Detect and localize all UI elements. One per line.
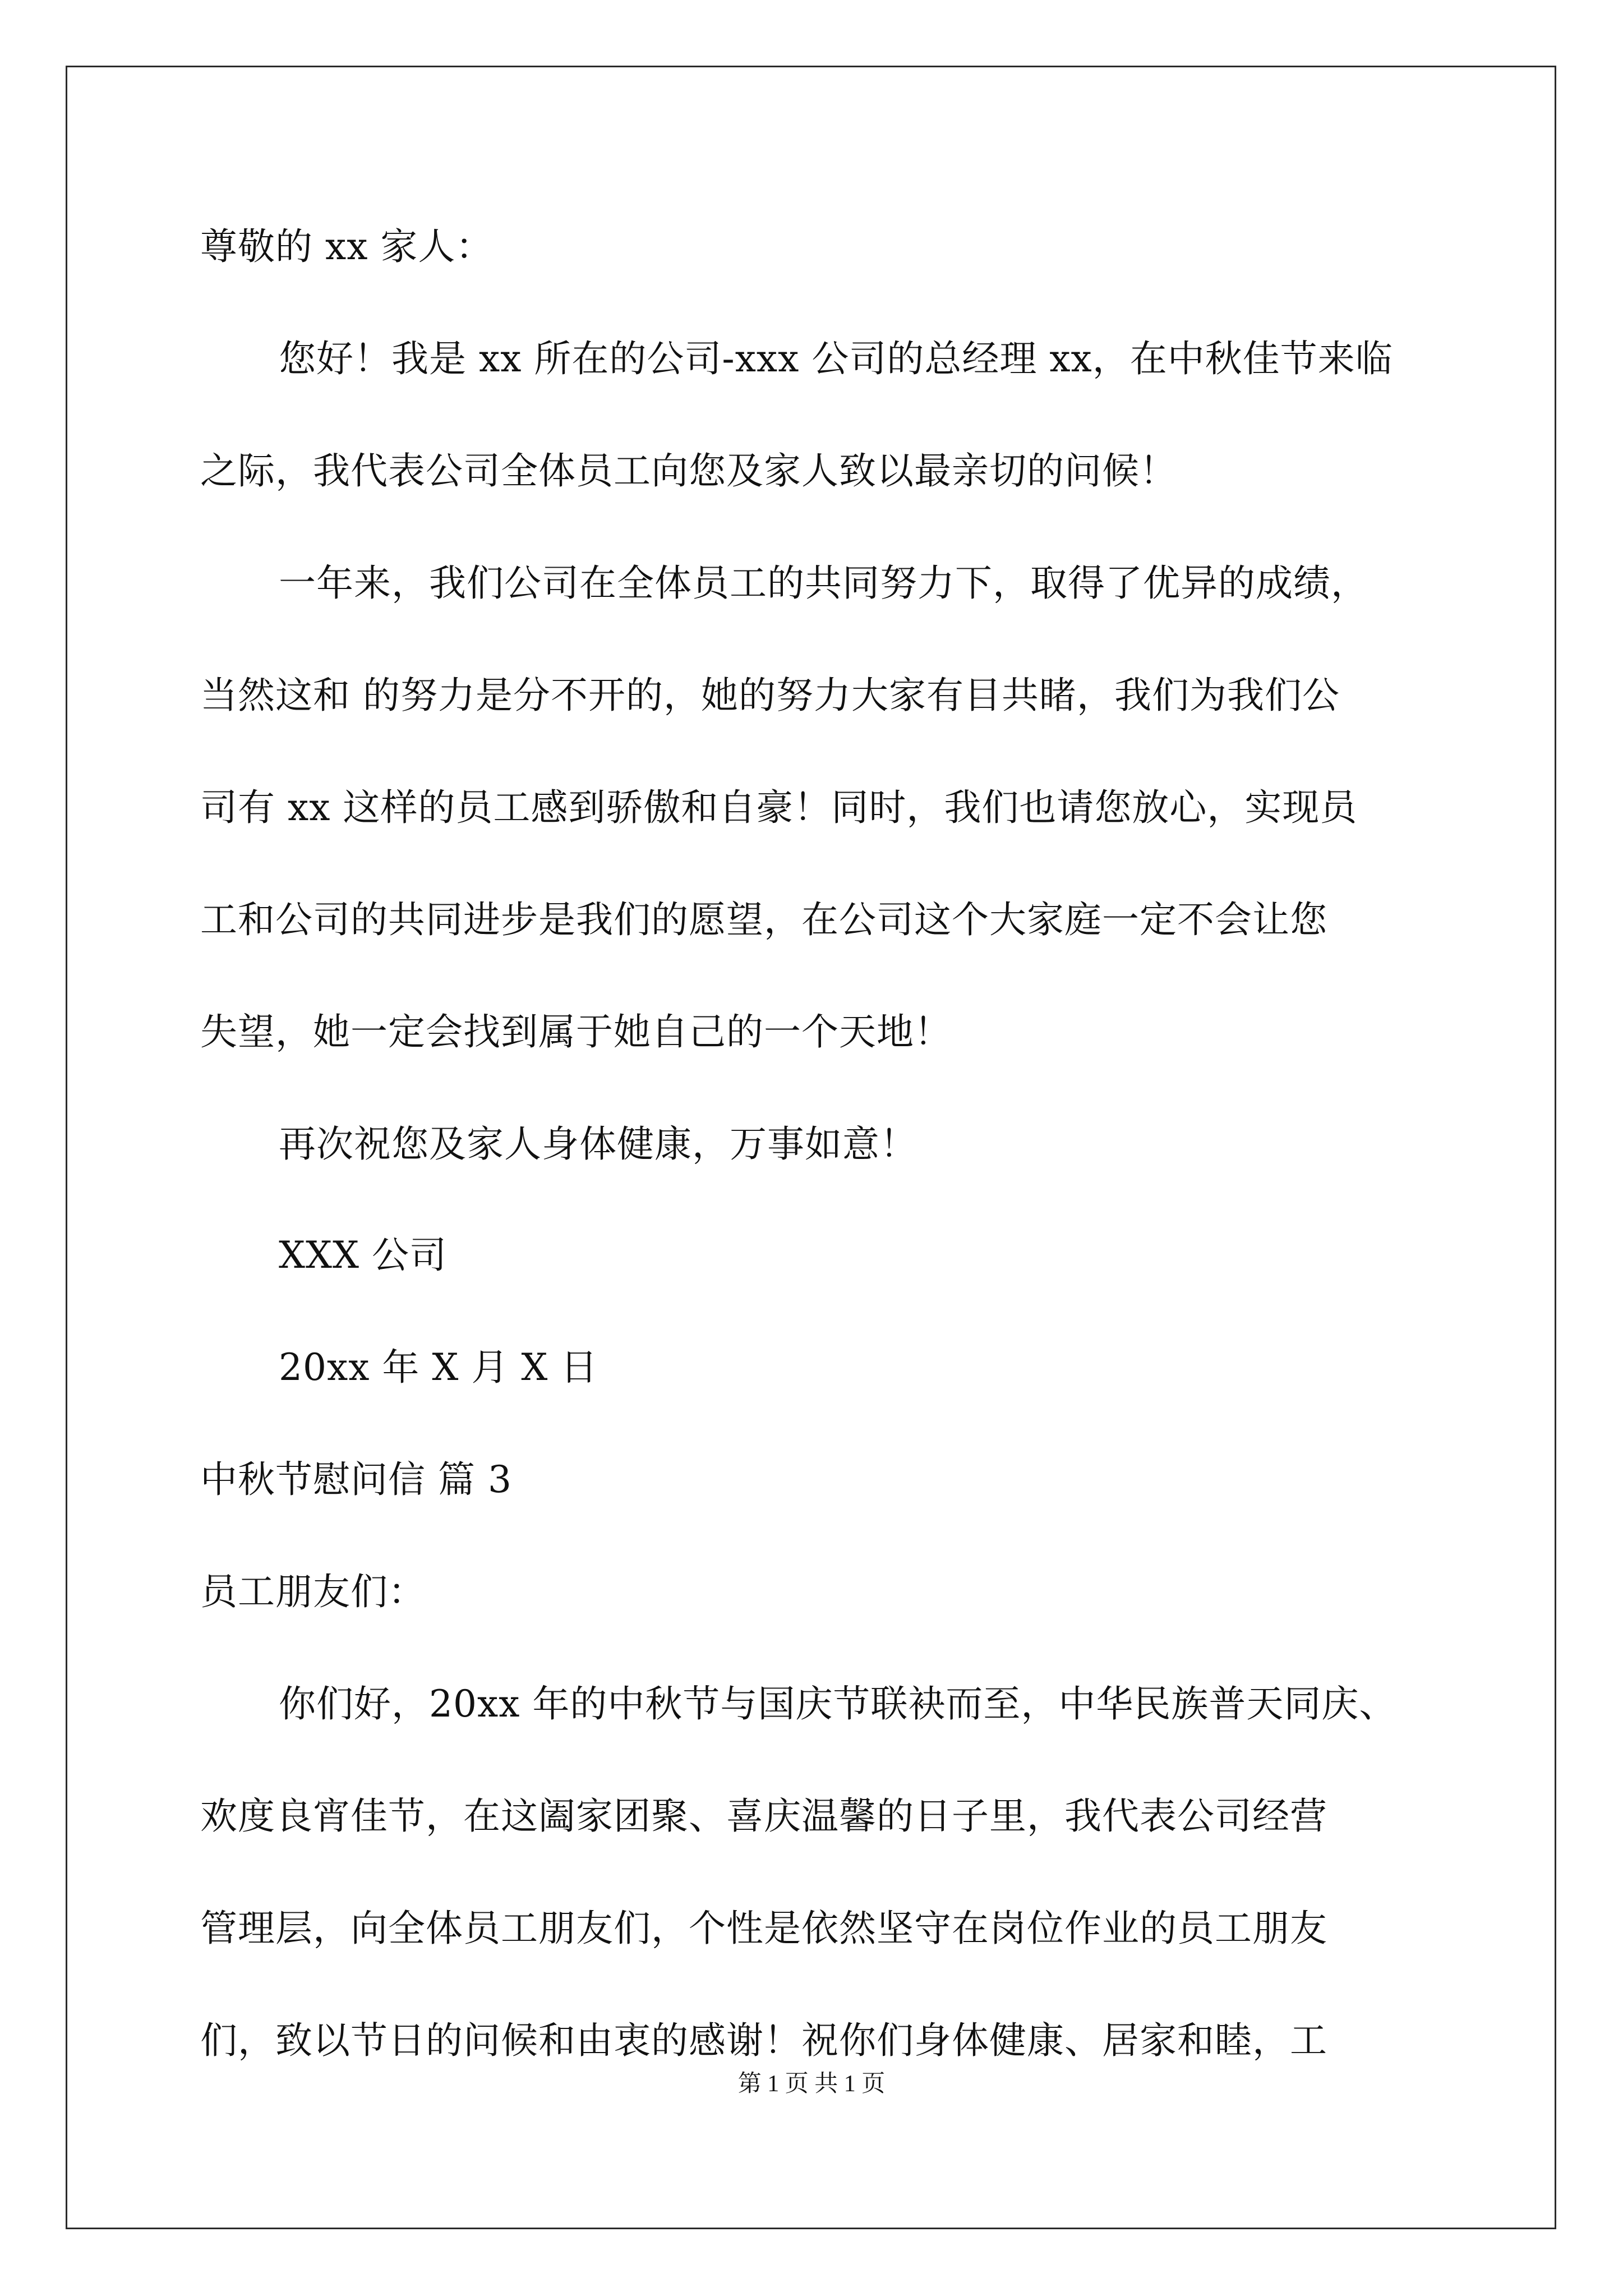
salutation: 尊敬的 xx 家人： — [200, 225, 494, 268]
paragraph-line: 司有 xx 这样的员工感到骄傲和自豪！同时，我们也请您放心，实现员 — [200, 786, 1358, 829]
paragraph-line: 失望，她一定会找到属于她自己的一个天地！ — [200, 1010, 952, 1053]
page-number-footer: 第 1 页 共 1 页 — [737, 2071, 886, 2097]
signature-company: XXX 公司 — [279, 1234, 447, 1277]
salutation: 员工朋友们： — [200, 1570, 426, 1613]
closing-wish: 再次祝您及家人身体健康，万事如意！ — [279, 1122, 917, 1166]
paragraph-line: 管理层，向全体员工朋友们，个性是依然坚守在岗位作业的员工朋友 — [200, 1907, 1327, 1950]
paragraph-line: 们，致以节日的问候和由衷的感谢！祝你们身体健康、居家和睦，工 — [200, 2019, 1327, 2062]
paragraph-line: 之际，我代表公司全体员工向您及家人致以最亲切的问候！ — [200, 449, 1177, 493]
paragraph-line: 你们好，20xx 年的中秋节与国庆节联袂而至，中华民族普天同庆、 — [279, 1682, 1397, 1726]
section-heading: 中秋节慰问信 篇 3 — [200, 1458, 512, 1501]
paragraph-line: 工和公司的共同进步是我们的愿望，在公司这个大家庭一定不会让您 — [200, 898, 1327, 941]
paragraph-line: 一年来，我们公司在全体员工的共同努力下，取得了优异的成绩， — [279, 562, 1368, 605]
paragraph-line: 当然这和 的努力是分不开的，她的努力大家有目共睹，我们为我们公 — [200, 674, 1340, 717]
paragraph-line: 您好！我是 xx 所在的公司-xxx 公司的总经理 xx，在中秋佳节来临 — [279, 337, 1393, 380]
signature-date: 20xx 年 X 月 X 日 — [279, 1346, 598, 1389]
paragraph-line: 欢度良宵佳节，在这阖家团聚、喜庆温馨的日子里，我代表公司经营 — [200, 1795, 1327, 1838]
